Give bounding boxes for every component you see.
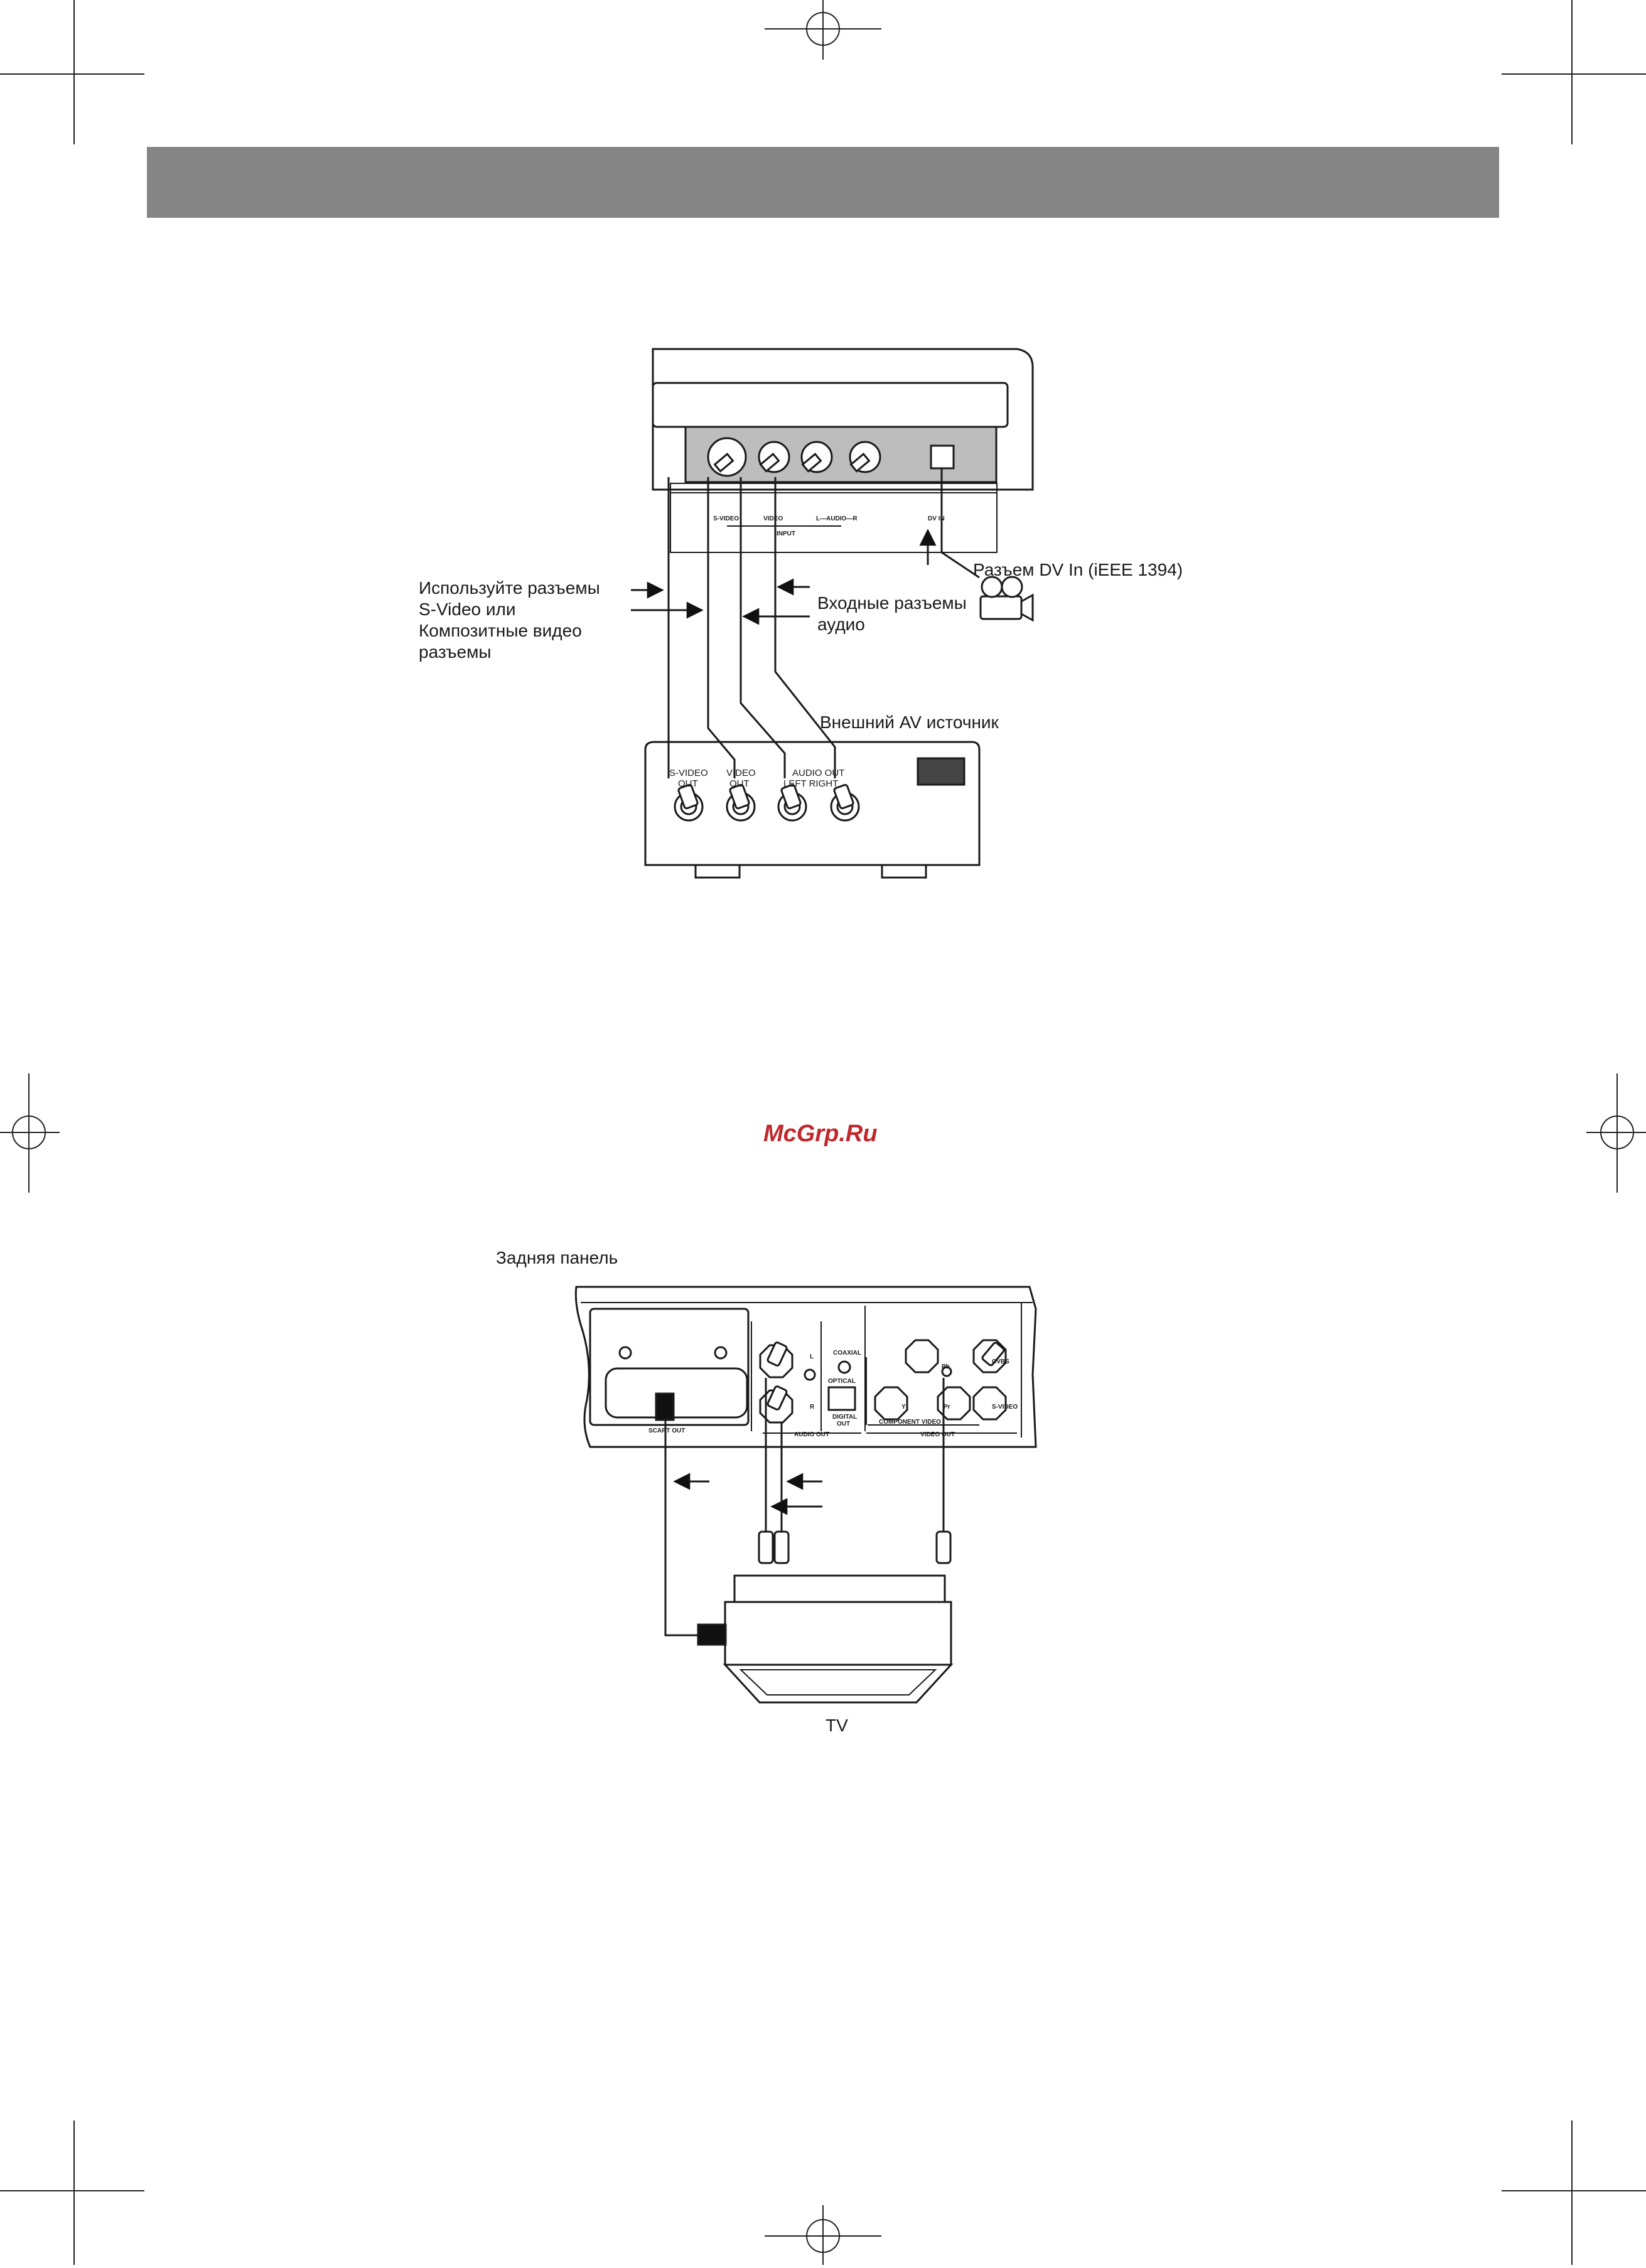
label-audio-out: AUDIO OUT [794,1431,830,1438]
cable-video [708,477,734,778]
cable-audio-l [741,477,785,778]
front-label-input: INPUT [777,530,795,537]
label-coaxial: COAXIAL [833,1350,861,1357]
label-s-video: S-VIDEO [992,1404,1018,1411]
device-front-lip [653,383,1008,427]
rear-panel-body [576,1287,1036,1447]
label-digital-2: OUT [837,1421,851,1427]
source-label-svideo-1: S-VIDEO [669,768,708,778]
av-source-display [918,758,964,785]
source-label-video-2: OUT [729,778,750,789]
label-digital-1: DIGITAL [832,1414,858,1421]
label-video-line-1: Используйте разъемы [419,578,600,598]
av-source-foot-right [882,865,926,878]
optical-jack [829,1387,855,1410]
source-label-video-1: VIDEO [726,768,756,778]
label-video-line-4: разъемы [419,642,492,662]
cable-scart [665,1420,703,1635]
tv-top [734,1576,945,1602]
tv-scart-plug [698,1625,726,1645]
label-video-line-2: S-Video или [419,599,516,619]
source-jacks [675,793,859,820]
watermark: McGrp.Ru [763,1121,878,1147]
label-y: Y [901,1404,906,1411]
component-pb-jack [906,1340,938,1372]
label-video-out: VIDEO OUT [920,1431,955,1438]
label-component-video: COMPONENT VIDEO [879,1419,941,1426]
label-av-source: Внешний AV источник [820,712,999,732]
camcorder-icon [981,577,1033,620]
front-label-svideo: S-VIDEO [713,515,740,522]
label-video-line-3: Композитные видео [419,621,582,640]
label-pb: Pb [942,1363,950,1370]
bottom-diagram [576,1287,1036,1702]
label-tv: TV [826,1716,848,1735]
source-label-audio-1: AUDIO OUT [792,768,845,778]
top-diagram [631,349,1033,878]
scart-connector [606,1368,747,1417]
label-scart-out: SCART OUT [648,1427,686,1434]
label-audio-l: L [810,1353,814,1360]
header-bar [147,147,1499,218]
label-pr: Pr [944,1404,950,1411]
label-cvbs: CVBS [992,1358,1009,1365]
front-label-dvin: DV IN [928,515,945,522]
source-label-svideo-2: OUT [678,778,698,789]
label-optical: OPTICAL [828,1378,856,1385]
front-label-audio: L—AUDIO—R [816,515,858,522]
front-label-video: VIDEO [763,515,783,522]
tv-body [725,1602,951,1665]
label-audio-line-1: Входные разъемы [817,593,967,613]
rear-panel-title: Задняя панель [496,1248,618,1267]
label-audio-r: R [810,1404,815,1411]
front-dvin-jack [931,446,954,468]
label-audio-line-2: аудио [817,615,865,634]
label-dv-in: Разъем DV In (iEEE 1394) [973,560,1183,579]
source-label-audio-2: LEFT RIGHT [783,778,839,789]
av-source-foot-left [696,865,740,878]
